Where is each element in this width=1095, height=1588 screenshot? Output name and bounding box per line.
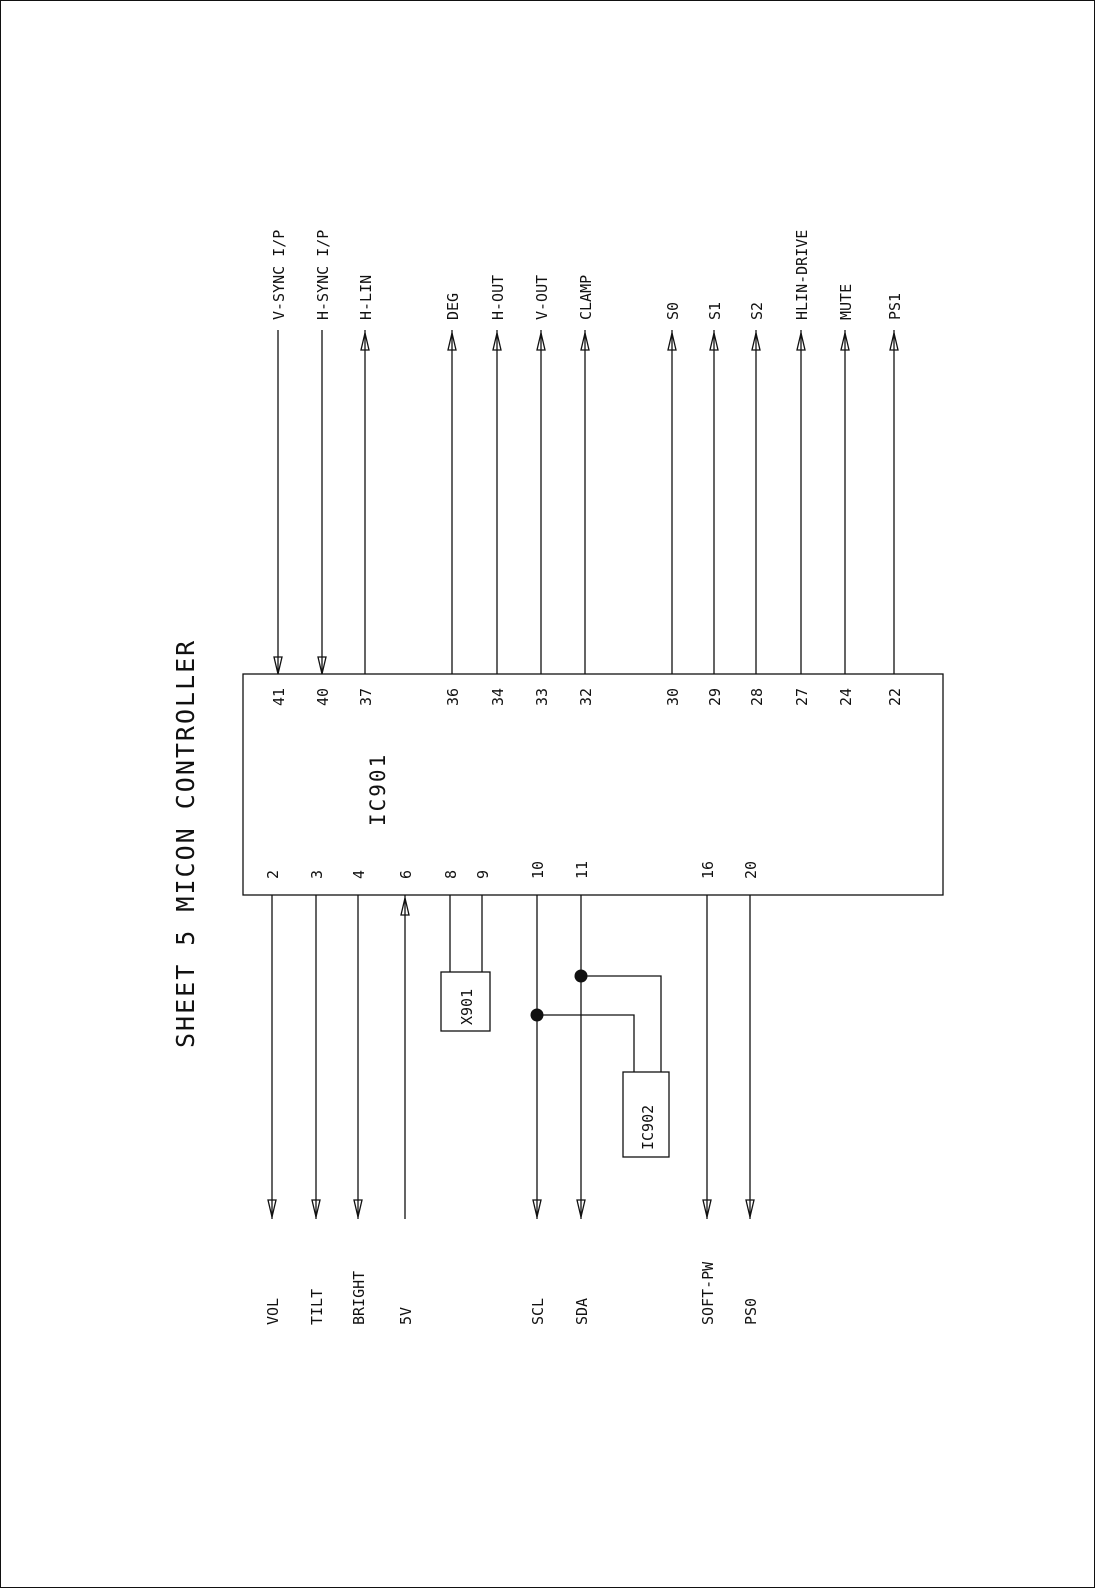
signal-v-sync-i-p-label: V-SYNC I/P — [270, 229, 288, 320]
ic901-body — [243, 674, 943, 895]
pin-9-net — [474, 870, 492, 879]
signal-s0-label: S0 — [664, 301, 682, 320]
pin-16-net — [699, 861, 717, 1325]
crystal-x901-label: X901 — [458, 988, 476, 1025]
ic902-label: IC902 — [639, 1104, 657, 1150]
signal-ps1-label: PS1 — [886, 292, 904, 320]
signal-deg-label: DEG — [444, 292, 462, 320]
pin-27-number: 27 — [793, 687, 811, 706]
pin-41-number: 41 — [270, 687, 288, 706]
pin-11-number: 11 — [573, 860, 591, 879]
pin-28-number: 28 — [748, 687, 766, 706]
pin-30-net — [664, 302, 682, 706]
pin-10-net — [529, 861, 547, 1325]
signal-clamp-label: CLAMP — [577, 274, 595, 320]
pin-27-net — [793, 230, 811, 706]
pin-3-net — [308, 870, 326, 1325]
pin-2-number: 2 — [264, 869, 282, 879]
pin-34-net — [489, 275, 507, 706]
pin-37-number: 37 — [357, 687, 375, 706]
signal-v-out-label: V-OUT — [533, 274, 551, 320]
signal-5v-label: 5V — [397, 1306, 415, 1325]
pin-3-number: 3 — [308, 869, 326, 879]
ic902 — [531, 970, 670, 1158]
left-pin-group — [264, 861, 760, 1325]
signal-h-out-label: H-OUT — [489, 274, 507, 320]
signal-mute-label: MUTE — [837, 283, 855, 320]
signal-tilt-label: TILT — [308, 1288, 326, 1325]
signal-h-lin-label: H-LIN — [357, 274, 375, 320]
pin-8-number: 8 — [442, 869, 460, 879]
pin-29-number: 29 — [706, 687, 724, 706]
sheet-title: SHEET 5 MICON CONTROLLER — [171, 638, 200, 1048]
crystal-x901 — [441, 895, 490, 1031]
signal-sda-label: SDA — [573, 1297, 591, 1325]
pin-29-net — [706, 302, 724, 706]
pin-32-number: 32 — [577, 687, 595, 706]
ic901-label: IC901 — [366, 752, 390, 826]
pin-16-number: 16 — [699, 860, 717, 879]
pin-30-number: 30 — [664, 687, 682, 706]
pin-6-number: 6 — [397, 869, 415, 879]
pin-22-net — [886, 293, 904, 706]
page-border — [1, 1, 1095, 1588]
pin-20-net — [742, 861, 760, 1325]
pin-24-number: 24 — [837, 687, 855, 706]
pin-8-net — [442, 870, 460, 879]
signal-hlin-drive-label: HLIN-DRIVE — [793, 229, 811, 320]
pin-2-net — [264, 870, 282, 1325]
pin-36-number: 36 — [444, 687, 462, 706]
pin-24-net — [837, 284, 855, 706]
pin-37-net — [357, 275, 375, 706]
signal-scl-label: SCL — [529, 1297, 547, 1325]
pin-28-net — [748, 302, 766, 706]
signal-h-sync-i-p-label: H-SYNC I/P — [314, 229, 332, 320]
pin-4-net — [350, 870, 368, 1325]
pin-36-net — [444, 293, 462, 706]
pin-10-number: 10 — [529, 860, 547, 879]
pin-22-number: 22 — [886, 687, 904, 706]
pin-6-net — [397, 870, 415, 1325]
pin-32-net — [577, 275, 595, 706]
signal-s2-label: S2 — [748, 301, 766, 320]
pin-11-net — [573, 861, 591, 1325]
pin-40-net — [314, 230, 332, 706]
signal-ps0-label: PS0 — [742, 1297, 760, 1325]
signal-bright-label: BRIGHT — [350, 1270, 368, 1325]
pin-33-net — [533, 275, 551, 706]
pin-40-number: 40 — [314, 687, 332, 706]
pin-4-number: 4 — [350, 869, 368, 879]
signal-s1-label: S1 — [706, 301, 724, 320]
signal-soft-pw-label: SOFT-PW — [699, 1261, 717, 1325]
signal-vol-label: VOL — [264, 1297, 282, 1325]
pin-20-number: 20 — [742, 860, 760, 879]
right-pin-group — [270, 230, 904, 706]
pin-33-number: 33 — [533, 687, 551, 706]
pin-41-net — [270, 230, 288, 706]
pin-9-number: 9 — [474, 869, 492, 879]
pin-34-number: 34 — [489, 687, 507, 706]
